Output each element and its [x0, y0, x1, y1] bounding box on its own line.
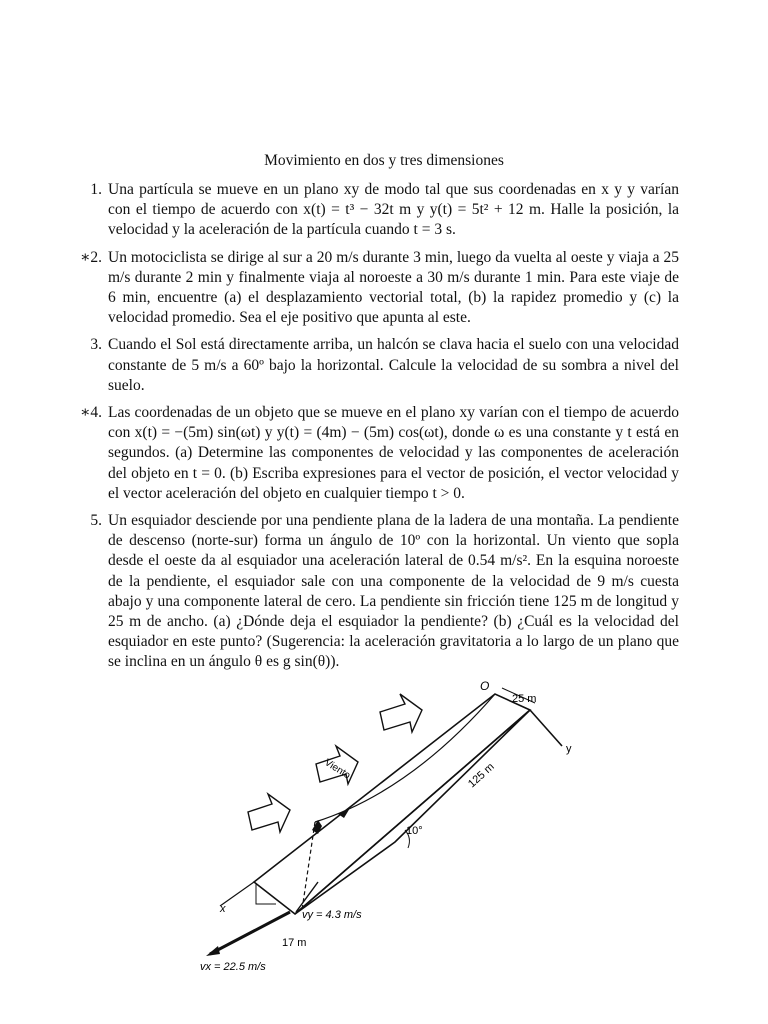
problem-text: Un esquiador desciende por una pendiente plana de la ladera de una montaña. La pendiente de descenso (norte-sur) forma un ángulo de 10º con la horizontal. Un viento que sopla desde el oeste da al esquiador una aceleración lateral de 0.54 m/s². En la esquina noroeste de la pendiente, el esquiador sale con una componente de la velocidad de 9 m/s cuesta abajo y una componente lateral de cero. La pendiente sin fricción tiene 125 m de longitud y 25 m de ancho. (a) ¿Dónde deja el esquiador la pendiente? (b) ¿Cuál es la velocidad del esquiador en este punto? (Sugerencia: la aceleración gravitatoria a lo largo de un plano que se inclina en un ángulo θ es g sin(θ)).: [108, 512, 679, 671]
y-axis-label: y: [566, 743, 572, 755]
vx-label: vx = 22.5 m/s: [200, 961, 266, 973]
problem-number: ∗4.: [79, 404, 102, 422]
problem-number: 3.: [90, 336, 102, 354]
offset-dimension-line: [256, 884, 276, 904]
problem-item: [0, 180, 768, 241]
problem-text: Cuando el Sol está directamente arriba, un halcón se clava hacia el suelo con una velocidad constante de 5 m/s a 60º bajo la horizontal. Calcule la velocidad de su sombra a nivel del suelo.: [108, 336, 679, 394]
problem-item: [0, 511, 768, 673]
vx-arrow: [210, 912, 290, 954]
offset-label: 17 m: [282, 937, 307, 949]
origin-label: O: [480, 679, 490, 693]
length-label: 125 m: [465, 760, 497, 791]
wind-label: Viento: [322, 757, 353, 782]
problem-text: Las coordenadas de un objeto que se mueve en el plano xy varían con el tiempo de acuerdo con x(t) = −(5m) sin(ωt) y y(t) = (4m) − (5m) cos(ωt), donde ω es una constante y t está en segundos. (a) Determine las componentes de velocidad y las componentes de aceleración del objeto en t = 0. (b) Escriba expresiones para el vector de posición, el vector velocidad y el vector aceleración del objeto en cualquier tiempo t > 0.: [108, 404, 679, 502]
slope-side-triangle: [295, 710, 530, 914]
problem-number: ∗2.: [79, 248, 102, 266]
angle-label: 10°: [406, 825, 423, 837]
problem-number: 1.: [90, 181, 102, 198]
ski-slope-diagram: [190, 672, 610, 992]
problem-list: [0, 180, 768, 680]
problem-number: 5.: [90, 512, 102, 530]
ski-trajectory: [315, 694, 495, 822]
y-axis: [530, 710, 562, 746]
problem-text: Una partícula se mueve en un plano xy de modo tal que sus coordenadas en x y y varían con el tiempo de acuerdo con x(t) = t³ − 32t m y y(t) = 5t² + 12 m. Halle la posición, la velocidad y la aceleración de la partícula cuando t = 3 s.: [108, 181, 679, 239]
problem-text: Un motociclista se dirige al sur a 20 m/s durante 3 min, luego da vuelta al oeste y viaja a 25 m/s durante 2 min y finalmente viaja al noroeste a 30 m/s durante 1 min. Para este viaje de 6 min, encuentre (a) el desplazamiento vectorial total, (b) la rapidez promedio y (c) la velocidad promedio. Sea el eje positivo que apunta al este.: [108, 248, 679, 327]
document-title: Movimiento en dos y tres dimensiones: [264, 152, 504, 169]
problem-item: [0, 248, 768, 329]
vy-label: vy = 4.3 m/s: [302, 909, 362, 921]
width-label: 25 m: [512, 693, 537, 705]
problem-item: [0, 335, 768, 396]
problem-item: [0, 403, 768, 504]
wind-arrow-icon: [248, 794, 290, 832]
vx-arrowhead: [206, 946, 220, 956]
wind-arrow-icon: [380, 694, 422, 732]
x-axis-label: x: [220, 903, 226, 915]
